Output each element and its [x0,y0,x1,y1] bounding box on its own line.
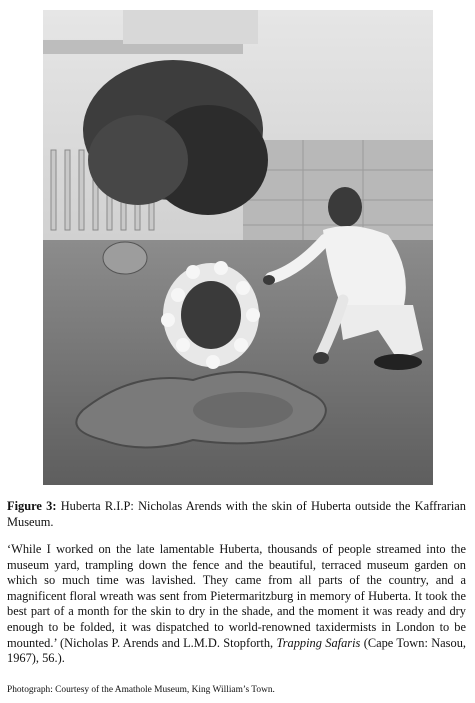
figure-label: Figure 3: [7,499,57,513]
photo-credit: Photograph: Courtesy of the Amathole Museum, King William’s Town. [7,685,275,695]
book-title: Trapping Safaris [276,635,361,650]
quote-text-start: ‘While I worked on the late lamentable Huberta, thousands of people streamed into the museum yard, trampling down the fence and the beautiful, terraced museum garden on which so much time was lavished. They came from all parts of the country, and a magnificent floral wreath was sent from Pietermaritzburg in memory of Huberta. It took the best part of a month for the skin to dry in the shade, and the moment it was ready and dry enough to be folded, it was dispatched to world-renowned taxidermists in London to be mounted.’ (Nicholas P. Arends and L.M.D. Stopforth, [7,542,466,650]
figure-caption-text: Huberta R.I.P: Nicholas Arends with the skin of Huberta outside the Kaffrarian Museum. [7,499,466,529]
quote-paragraph [7,542,466,667]
historical-photograph [43,10,433,485]
figure-caption [7,499,466,530]
quote-text-end: (Cape Town: Nasou, 1967), 56.). [7,635,466,666]
